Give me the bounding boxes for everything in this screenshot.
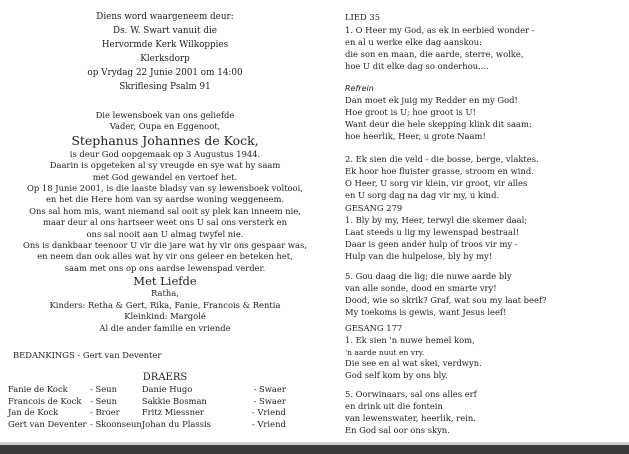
officiant-intro: Diens word waargeneem deur: xyxy=(96,12,234,22)
bearer-name: Fanie de Kock xyxy=(8,384,68,395)
lyric-line: Dood, wie so skrik? Graf, wat sou my laat beef? xyxy=(345,295,547,305)
bearer-name: Francois de Kock xyxy=(8,395,82,406)
lyric-line: van lewenswater, heerlik, rein. xyxy=(345,413,476,423)
gesang-heading: GESANG 177 xyxy=(345,323,403,333)
officiant-name: Ds. W. Swart vanuit die xyxy=(113,26,217,36)
scan-shadow xyxy=(0,445,629,454)
bearer-name: Johan du Plassis xyxy=(141,418,211,429)
bedankings: BEDANKINGS - Gert van Deventer xyxy=(13,350,162,360)
lyric-line: hoe U dit elke dag so onderhou.... xyxy=(345,61,489,71)
bearer-name: Fritz Miessner xyxy=(141,407,204,418)
bio-line: maar deur al ons hartseer weet ons U sal ons versterk en xyxy=(43,217,287,228)
bearer-name: Jan de Kock xyxy=(8,407,59,418)
lyric-line: 1. Ek sien 'n nuwe hemel kom, xyxy=(345,335,475,345)
table-row xyxy=(8,407,286,419)
bearer-relation: - Skoonseun xyxy=(90,418,142,429)
lied-heading: LIED 35 xyxy=(345,12,381,22)
bio-intro-line: Vader, Oupa en Eggenoot, xyxy=(109,121,221,132)
deceased-name: Stephanus Johannes de Kock, xyxy=(71,132,259,148)
lyric-line: En God sal oor ons skyn. xyxy=(345,425,450,435)
lyric-line: en drink uit die fontein xyxy=(345,401,443,411)
lyric-line: God self kom by ons bly. xyxy=(345,370,448,380)
lyric-line: Die see en al wat skei, verdwyn. xyxy=(345,358,482,368)
lyric-line: hoe heerlik, Heer, u grote Naam! xyxy=(345,131,486,141)
gesang-heading: GESANG 279 xyxy=(345,203,403,213)
bio-line: en het die Here hom van sy aardse woning weggeneem. xyxy=(45,194,285,205)
lyric-line: Hulp van die hulpelose, bly by my! xyxy=(345,251,493,261)
lyric-line: en U sorg dag na dag vir my, u kind. xyxy=(345,190,500,200)
biography xyxy=(0,110,330,334)
lyric-line: Laat steeds u lig my lewenspad bestraal! xyxy=(345,227,520,237)
pallbearers-table xyxy=(8,384,286,430)
lyric-line: 5. Oorwinaars, sal ons alles erf xyxy=(345,389,477,399)
table-row xyxy=(8,419,286,431)
town-name: Klerksdorp xyxy=(140,54,190,64)
bearer-relation: - Swaer xyxy=(253,384,286,395)
lyric-line: 'n aarde nuut en vry. xyxy=(345,348,425,357)
family-line: Kleinkind: Margolé xyxy=(124,311,206,322)
bio-line: Ons is dankbaar teenoor U vir die jare wat hy vir ons gespaar was, xyxy=(23,240,307,251)
right-panel xyxy=(345,0,625,454)
lyric-line: 1. Bly by my, Heer, terwyl die skemer daal; xyxy=(345,215,528,225)
lyric-line: van alle sonde, dood en smarte vry! xyxy=(345,283,497,293)
bearer-relation: - Seun xyxy=(90,384,117,395)
lyric-line: 1. O Heer my God, as ek in eerbied wonder - xyxy=(345,25,535,35)
bio-line: ons sal nooit aan U almag twyfel nie. xyxy=(86,228,244,239)
scripture-reading: Skriflesing Psalm 91 xyxy=(119,82,211,92)
bio-line: en neem dan ook alles wat hy vir ons geleer en beteken het, xyxy=(37,251,293,262)
bearer-relation: - Vriend xyxy=(251,418,286,429)
lyric-line: Want deur die hele skepping klink dit saam: xyxy=(345,119,532,129)
family-line: Ratha, xyxy=(151,288,179,299)
bearer-name: Danie Hugo xyxy=(141,384,193,395)
refrain-heading: Refrein xyxy=(345,84,374,93)
lyric-line: O Heer, U sorg vir klein, vir groot, vir alles xyxy=(345,178,528,188)
bio-line: met God gewandel en vertoef het. xyxy=(92,171,238,182)
lyric-line: 2. Ek sien die veld - die bosse, berge, vlaktes. xyxy=(345,154,539,164)
draers-heading: DRAERS xyxy=(142,372,188,383)
lyric-line: Ek hoor hoe fluister grasse, stroom en wind. xyxy=(345,166,534,176)
bearer-relation: - Broer xyxy=(90,407,120,418)
lyric-line: die son en maan, die aarde, sterre, wolke, xyxy=(345,49,524,59)
lyric-line: Daar is geen ander hulp of troos vir my - xyxy=(345,239,518,249)
bio-line: Daarin is opgeteken al sy vreugde en sye wat hy saam xyxy=(49,160,281,171)
met-liefde-heading: Met Liefde xyxy=(133,274,197,289)
table-row xyxy=(8,396,286,408)
lyric-line: Dan moet ek juig my Redder en my God! xyxy=(345,95,518,105)
lyric-line: My toekoms is gewis, want Jesus leef! xyxy=(345,307,507,317)
church-name: Hervormde Kerk Wilkoppies xyxy=(101,40,229,50)
family-line: Kinders: Retha & Gert, Rika, Fanie, Francois & Rentia xyxy=(49,299,281,310)
bearer-relation: - Vriend xyxy=(251,407,286,418)
service-details xyxy=(0,10,330,94)
bio-line: Ons sal hom mis, want niemand sal ooit sy plek kan inneem nie, xyxy=(29,205,301,216)
service-date: op Vrydag 22 Junie 2001 om 14:00 xyxy=(87,68,243,78)
lyric-line: en al u werke elke dag aanskou: xyxy=(345,37,482,47)
lyric-line: Hoe groot is U; hoe groot is U! xyxy=(345,107,476,117)
table-row xyxy=(8,384,286,396)
bearer-relation: - Seun xyxy=(90,395,117,406)
bio-line: is deur God oopgemaak op 3 Augustus 1944. xyxy=(69,148,261,159)
bearer-name: Sakkie Bosman xyxy=(141,395,207,406)
family-line: Al die ander familie en vriende xyxy=(99,322,231,333)
bio-line: saam met ons op ons aardse lewenspad verder. xyxy=(64,262,266,273)
bearer-name: Gert van Deventer xyxy=(8,418,87,429)
bio-line: Op 18 Junie 2001, is die laaste bladsy van sy lewensboek voltooi, xyxy=(27,183,303,194)
lyric-line: 5. Gou daag die lig; die nuwe aarde bly xyxy=(345,271,512,281)
bearer-relation: - Swaer xyxy=(253,395,286,406)
bio-intro-line: Die lewensboek van ons geliefde xyxy=(95,110,235,120)
